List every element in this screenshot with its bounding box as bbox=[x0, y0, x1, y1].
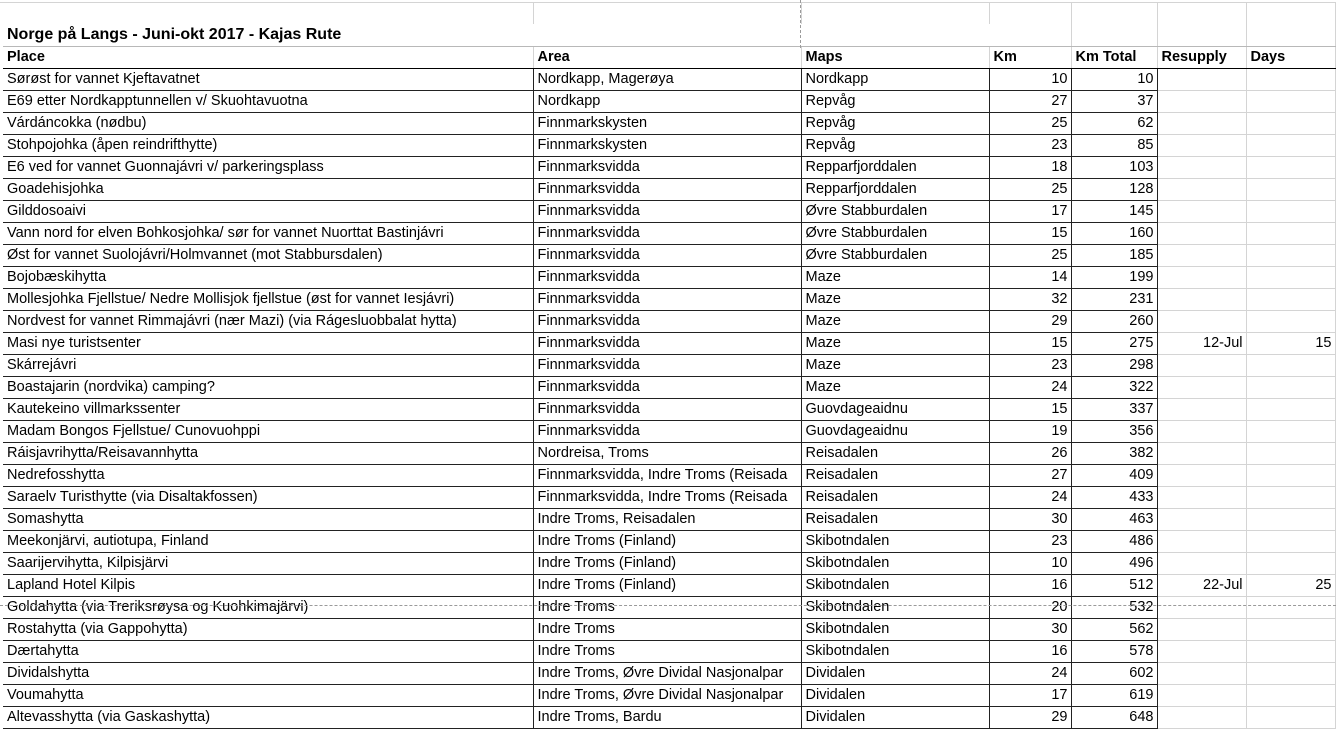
maps-cell[interactable]: Guovdageaidnu bbox=[801, 398, 989, 420]
days-cell[interactable] bbox=[1246, 552, 1335, 574]
days-cell[interactable] bbox=[1246, 178, 1335, 200]
days-cell[interactable] bbox=[1246, 464, 1335, 486]
days-cell[interactable] bbox=[1246, 244, 1335, 266]
cell[interactable] bbox=[3, 3, 533, 24]
days-cell[interactable] bbox=[1246, 310, 1335, 332]
days-cell[interactable] bbox=[1246, 398, 1335, 420]
area-cell[interactable]: Finnmarksvidda bbox=[533, 420, 801, 442]
area-cell[interactable]: Finnmarksvidda bbox=[533, 310, 801, 332]
header-area[interactable]: Area bbox=[533, 46, 801, 68]
resupply-cell[interactable] bbox=[1157, 508, 1246, 530]
area-cell[interactable]: Finnmarksvidda bbox=[533, 288, 801, 310]
maps-cell[interactable]: Repvåg bbox=[801, 90, 989, 112]
km-cell[interactable]: 32 bbox=[989, 288, 1071, 310]
area-cell[interactable]: Finnmarksvidda bbox=[533, 156, 801, 178]
days-cell[interactable] bbox=[1246, 90, 1335, 112]
place-cell[interactable]: Ráisjavrihytta/Reisavannhytta bbox=[3, 442, 533, 464]
maps-cell[interactable]: Maze bbox=[801, 332, 989, 354]
table-row bbox=[3, 90, 1335, 112]
place-cell[interactable]: Saraelv Turisthytte (via Disaltakfossen) bbox=[3, 486, 533, 508]
table-row bbox=[3, 552, 1335, 574]
resupply-cell[interactable] bbox=[1157, 68, 1246, 90]
km-total-cell[interactable]: 10 bbox=[1071, 68, 1157, 90]
resupply-cell[interactable] bbox=[1157, 706, 1246, 728]
maps-cell[interactable]: Repparfjorddalen bbox=[801, 156, 989, 178]
place-cell[interactable]: Madam Bongos Fjellstue/ Cunovuohppi bbox=[3, 420, 533, 442]
km-cell[interactable]: 10 bbox=[989, 68, 1071, 90]
km-total-cell[interactable]: 85 bbox=[1071, 134, 1157, 156]
km-total-cell[interactable]: 356 bbox=[1071, 420, 1157, 442]
days-cell[interactable] bbox=[1246, 354, 1335, 376]
resupply-cell[interactable] bbox=[1157, 90, 1246, 112]
resupply-cell[interactable] bbox=[1157, 156, 1246, 178]
place-cell[interactable]: Altevasshytta (via Gaskashytta) bbox=[3, 706, 533, 728]
area-cell[interactable]: Finnmarkskysten bbox=[533, 134, 801, 156]
header-resupply[interactable]: Resupply bbox=[1157, 46, 1246, 68]
area-cell[interactable]: Finnmarksvidda bbox=[533, 266, 801, 288]
km-total-cell[interactable]: 275 bbox=[1071, 332, 1157, 354]
place-cell[interactable]: Nordvest for vannet Rimmajávri (nær Mazi) (via Rágesluobbalat hytta) bbox=[3, 310, 533, 332]
maps-cell[interactable]: Skibotndalen bbox=[801, 552, 989, 574]
maps-cell[interactable]: Repparfjorddalen bbox=[801, 178, 989, 200]
page-break-horizontal bbox=[0, 605, 1336, 606]
days-cell[interactable] bbox=[1246, 662, 1335, 684]
resupply-cell[interactable] bbox=[1157, 486, 1246, 508]
km-total-cell[interactable]: 145 bbox=[1071, 200, 1157, 222]
place-cell[interactable]: Masi nye turistsenter bbox=[3, 332, 533, 354]
km-cell[interactable]: 10 bbox=[989, 552, 1071, 574]
resupply-cell[interactable] bbox=[1157, 354, 1246, 376]
resupply-cell[interactable] bbox=[1157, 376, 1246, 398]
area-cell[interactable]: Finnmarksvidda bbox=[533, 398, 801, 420]
table-row bbox=[3, 112, 1335, 134]
maps-cell[interactable]: Øvre Stabburdalen bbox=[801, 200, 989, 222]
resupply-cell[interactable] bbox=[1157, 640, 1246, 662]
km-total-cell[interactable]: 37 bbox=[1071, 90, 1157, 112]
area-cell[interactable]: Indre Troms bbox=[533, 618, 801, 640]
place-cell[interactable]: Voumahytta bbox=[3, 684, 533, 706]
resupply-cell[interactable] bbox=[1157, 618, 1246, 640]
area-cell[interactable]: Finnmarksvidda bbox=[533, 222, 801, 244]
table-row bbox=[3, 486, 1335, 508]
maps-cell[interactable]: Reisadalen bbox=[801, 464, 989, 486]
km-total-cell[interactable]: 260 bbox=[1071, 310, 1157, 332]
table-row bbox=[3, 574, 1335, 596]
maps-cell[interactable]: Reisadalen bbox=[801, 486, 989, 508]
cell[interactable] bbox=[1246, 24, 1335, 46]
km-total-cell[interactable]: 160 bbox=[1071, 222, 1157, 244]
maps-cell[interactable]: Øvre Stabburdalen bbox=[801, 222, 989, 244]
place-cell[interactable]: Stohpojohka (åpen reindrifthytte) bbox=[3, 134, 533, 156]
cell[interactable] bbox=[1246, 3, 1335, 24]
km-cell[interactable]: 15 bbox=[989, 332, 1071, 354]
area-cell[interactable]: Nordkapp bbox=[533, 90, 801, 112]
cell[interactable] bbox=[1157, 3, 1246, 24]
maps-cell[interactable]: Repvåg bbox=[801, 134, 989, 156]
area-cell[interactable]: Indre Troms bbox=[533, 640, 801, 662]
km-total-cell[interactable]: 602 bbox=[1071, 662, 1157, 684]
table-row bbox=[3, 508, 1335, 530]
maps-cell[interactable]: Dividalen bbox=[801, 662, 989, 684]
km-cell[interactable]: 25 bbox=[989, 244, 1071, 266]
days-cell[interactable] bbox=[1246, 442, 1335, 464]
title-row bbox=[3, 24, 1335, 46]
table-row bbox=[3, 442, 1335, 464]
cell[interactable] bbox=[989, 3, 1071, 24]
area-cell[interactable]: Finnmarksvidda bbox=[533, 244, 801, 266]
days-cell[interactable] bbox=[1246, 618, 1335, 640]
km-cell[interactable]: 30 bbox=[989, 618, 1071, 640]
area-cell[interactable]: Nordreisa, Troms bbox=[533, 442, 801, 464]
place-cell[interactable]: Dividalshytta bbox=[3, 662, 533, 684]
days-cell[interactable] bbox=[1246, 530, 1335, 552]
km-total-cell[interactable]: 648 bbox=[1071, 706, 1157, 728]
km-total-cell[interactable]: 298 bbox=[1071, 354, 1157, 376]
km-total-cell[interactable]: 463 bbox=[1071, 508, 1157, 530]
place-cell[interactable]: Kautekeino villmarkssenter bbox=[3, 398, 533, 420]
area-cell[interactable]: Finnmarksvidda bbox=[533, 332, 801, 354]
resupply-cell[interactable] bbox=[1157, 244, 1246, 266]
area-cell[interactable]: Indre Troms (Finland) bbox=[533, 552, 801, 574]
maps-cell[interactable]: Dividalen bbox=[801, 706, 989, 728]
area-cell[interactable]: Indre Troms, Øvre Dividal Nasjonalpar bbox=[533, 662, 801, 684]
table-row bbox=[3, 332, 1335, 354]
km-total-cell[interactable]: 322 bbox=[1071, 376, 1157, 398]
km-total-cell[interactable]: 496 bbox=[1071, 552, 1157, 574]
area-cell[interactable]: Finnmarksvidda bbox=[533, 354, 801, 376]
table-row bbox=[3, 310, 1335, 332]
km-total-cell[interactable]: 199 bbox=[1071, 266, 1157, 288]
km-cell[interactable]: 25 bbox=[989, 178, 1071, 200]
resupply-cell[interactable] bbox=[1157, 310, 1246, 332]
km-total-cell[interactable]: 103 bbox=[1071, 156, 1157, 178]
table-row bbox=[3, 222, 1335, 244]
km-cell[interactable]: 25 bbox=[989, 112, 1071, 134]
place-cell[interactable]: Boastajarin (nordvika) camping? bbox=[3, 376, 533, 398]
maps-cell[interactable]: Skibotndalen bbox=[801, 640, 989, 662]
days-cell[interactable] bbox=[1246, 640, 1335, 662]
km-cell[interactable]: 16 bbox=[989, 640, 1071, 662]
resupply-cell[interactable] bbox=[1157, 596, 1246, 618]
km-cell[interactable]: 29 bbox=[989, 706, 1071, 728]
resupply-cell[interactable] bbox=[1157, 134, 1246, 156]
days-cell[interactable] bbox=[1246, 156, 1335, 178]
table-row bbox=[3, 420, 1335, 442]
area-cell[interactable]: Indre Troms (Finland) bbox=[533, 530, 801, 552]
area-cell[interactable]: Indre Troms bbox=[533, 596, 801, 618]
table-row bbox=[3, 662, 1335, 684]
place-cell[interactable]: E69 etter Nordkapptunnellen v/ Skuohtavuotna bbox=[3, 90, 533, 112]
days-cell[interactable] bbox=[1246, 68, 1335, 90]
maps-cell[interactable]: Maze bbox=[801, 288, 989, 310]
table-row bbox=[3, 200, 1335, 222]
table-row bbox=[3, 376, 1335, 398]
area-cell[interactable]: Finnmarkskysten bbox=[533, 112, 801, 134]
km-cell[interactable]: 16 bbox=[989, 574, 1071, 596]
resupply-cell[interactable] bbox=[1157, 420, 1246, 442]
area-cell[interactable]: Finnmarksvidda, Indre Troms (Reisada bbox=[533, 464, 801, 486]
place-cell[interactable]: Skárrejávri bbox=[3, 354, 533, 376]
header-km-total[interactable]: Km Total bbox=[1071, 46, 1157, 68]
maps-cell[interactable]: Maze bbox=[801, 354, 989, 376]
cell[interactable] bbox=[1071, 3, 1157, 24]
resupply-cell[interactable] bbox=[1157, 442, 1246, 464]
cell[interactable] bbox=[1071, 24, 1157, 46]
place-cell[interactable]: Goldahytta (via Treriksrøysa og Kuohkimajärvi) bbox=[3, 596, 533, 618]
place-cell[interactable]: Gilddosoaivi bbox=[3, 200, 533, 222]
maps-cell[interactable]: Reisadalen bbox=[801, 442, 989, 464]
km-cell[interactable]: 20 bbox=[989, 596, 1071, 618]
area-cell[interactable]: Nordkapp, Magerøya bbox=[533, 68, 801, 90]
table-row bbox=[3, 530, 1335, 552]
place-cell[interactable]: Meekonjärvi, autiotupa, Finland bbox=[3, 530, 533, 552]
resupply-cell[interactable] bbox=[1157, 288, 1246, 310]
empty-row bbox=[3, 3, 1335, 24]
place-cell[interactable]: Rostahytta (via Gappohytta) bbox=[3, 618, 533, 640]
km-cell[interactable]: 24 bbox=[989, 486, 1071, 508]
place-cell[interactable]: E6 ved for vannet Guonnajávri v/ parkeringsplass bbox=[3, 156, 533, 178]
days-cell[interactable] bbox=[1246, 596, 1335, 618]
table-row bbox=[3, 68, 1335, 90]
days-cell[interactable] bbox=[1246, 222, 1335, 244]
km-cell[interactable]: 14 bbox=[989, 266, 1071, 288]
resupply-cell[interactable] bbox=[1157, 684, 1246, 706]
maps-cell[interactable]: Skibotndalen bbox=[801, 618, 989, 640]
place-cell[interactable]: Somashytta bbox=[3, 508, 533, 530]
table-row bbox=[3, 398, 1335, 420]
table-row bbox=[3, 464, 1335, 486]
km-total-cell[interactable]: 382 bbox=[1071, 442, 1157, 464]
place-cell[interactable]: Øst for vannet Suolojávri/Holmvannet (mot Stabbursdalen) bbox=[3, 244, 533, 266]
days-cell[interactable] bbox=[1246, 508, 1335, 530]
route-table bbox=[3, 3, 1336, 729]
km-total-cell[interactable]: 337 bbox=[1071, 398, 1157, 420]
km-total-cell[interactable]: 562 bbox=[1071, 618, 1157, 640]
table-row bbox=[3, 266, 1335, 288]
km-total-cell[interactable]: 62 bbox=[1071, 112, 1157, 134]
sheet-title[interactable]: Norge på Langs - Juni-okt 2017 - Kajas Rute bbox=[3, 24, 1071, 46]
days-cell[interactable] bbox=[1246, 112, 1335, 134]
km-total-cell[interactable]: 486 bbox=[1071, 530, 1157, 552]
cell[interactable] bbox=[1157, 24, 1246, 46]
table-row bbox=[3, 178, 1335, 200]
table-row bbox=[3, 618, 1335, 640]
km-total-cell[interactable]: 532 bbox=[1071, 596, 1157, 618]
days-cell[interactable] bbox=[1246, 288, 1335, 310]
area-cell[interactable]: Finnmarksvidda bbox=[533, 376, 801, 398]
maps-cell[interactable]: Dividalen bbox=[801, 684, 989, 706]
km-total-cell[interactable]: 185 bbox=[1071, 244, 1157, 266]
km-cell[interactable]: 23 bbox=[989, 530, 1071, 552]
km-total-cell[interactable]: 578 bbox=[1071, 640, 1157, 662]
maps-cell[interactable]: Guovdageaidnu bbox=[801, 420, 989, 442]
resupply-cell[interactable] bbox=[1157, 398, 1246, 420]
resupply-cell[interactable] bbox=[1157, 266, 1246, 288]
km-cell[interactable]: 29 bbox=[989, 310, 1071, 332]
km-cell[interactable]: 17 bbox=[989, 200, 1071, 222]
km-total-cell[interactable]: 619 bbox=[1071, 684, 1157, 706]
area-cell[interactable]: Indre Troms, Bardu bbox=[533, 706, 801, 728]
table-row bbox=[3, 706, 1335, 728]
maps-cell[interactable]: Repvåg bbox=[801, 112, 989, 134]
table-row bbox=[3, 288, 1335, 310]
table-row bbox=[3, 354, 1335, 376]
cell[interactable] bbox=[801, 3, 989, 24]
page-break-vertical bbox=[800, 0, 801, 48]
days-cell[interactable] bbox=[1246, 684, 1335, 706]
days-cell[interactable] bbox=[1246, 266, 1335, 288]
area-cell[interactable]: Finnmarksvidda bbox=[533, 200, 801, 222]
km-total-cell[interactable]: 409 bbox=[1071, 464, 1157, 486]
resupply-cell[interactable] bbox=[1157, 464, 1246, 486]
resupply-cell[interactable] bbox=[1157, 200, 1246, 222]
resupply-cell[interactable]: 12-Jul bbox=[1157, 332, 1246, 354]
km-cell[interactable]: 23 bbox=[989, 354, 1071, 376]
resupply-cell[interactable] bbox=[1157, 530, 1246, 552]
place-cell[interactable]: Lapland Hotel Kilpis bbox=[3, 574, 533, 596]
maps-cell[interactable]: Skibotndalen bbox=[801, 574, 989, 596]
table-row bbox=[3, 640, 1335, 662]
resupply-cell[interactable] bbox=[1157, 662, 1246, 684]
days-cell[interactable] bbox=[1246, 376, 1335, 398]
header-place[interactable]: Place bbox=[3, 46, 533, 68]
maps-cell[interactable]: Maze bbox=[801, 310, 989, 332]
area-cell[interactable]: Indre Troms (Finland) bbox=[533, 574, 801, 596]
km-cell[interactable]: 27 bbox=[989, 90, 1071, 112]
km-total-cell[interactable]: 231 bbox=[1071, 288, 1157, 310]
km-total-cell[interactable]: 128 bbox=[1071, 178, 1157, 200]
place-cell[interactable]: Dærtahytta bbox=[3, 640, 533, 662]
table-row bbox=[3, 684, 1335, 706]
days-cell[interactable] bbox=[1246, 420, 1335, 442]
header-row bbox=[3, 46, 1335, 68]
place-cell[interactable]: Vann nord for elven Bohkosjohka/ sør for vannet Nuorttat Bastinjávri bbox=[3, 222, 533, 244]
resupply-cell[interactable] bbox=[1157, 112, 1246, 134]
days-cell[interactable] bbox=[1246, 706, 1335, 728]
maps-cell[interactable]: Maze bbox=[801, 266, 989, 288]
km-total-cell[interactable]: 512 bbox=[1071, 574, 1157, 596]
days-cell[interactable] bbox=[1246, 134, 1335, 156]
table-row bbox=[3, 134, 1335, 156]
place-cell[interactable]: Mollesjohka Fjellstue/ Nedre Mollisjok fjellstue (øst for vannet Iesjávri) bbox=[3, 288, 533, 310]
maps-cell[interactable]: Maze bbox=[801, 376, 989, 398]
area-cell[interactable]: Indre Troms, Reisadalen bbox=[533, 508, 801, 530]
km-cell[interactable]: 27 bbox=[989, 464, 1071, 486]
place-cell[interactable]: Nedrefosshytta bbox=[3, 464, 533, 486]
km-cell[interactable]: 18 bbox=[989, 156, 1071, 178]
maps-cell[interactable]: Skibotndalen bbox=[801, 596, 989, 618]
km-cell[interactable]: 26 bbox=[989, 442, 1071, 464]
days-cell[interactable] bbox=[1246, 200, 1335, 222]
table-row bbox=[3, 156, 1335, 178]
days-cell[interactable]: 15 bbox=[1246, 332, 1335, 354]
km-cell[interactable]: 19 bbox=[989, 420, 1071, 442]
days-cell[interactable]: 25 bbox=[1246, 574, 1335, 596]
km-cell[interactable]: 30 bbox=[989, 508, 1071, 530]
area-cell[interactable]: Finnmarksvidda bbox=[533, 178, 801, 200]
place-cell[interactable]: Goadehisjohka bbox=[3, 178, 533, 200]
days-cell[interactable] bbox=[1246, 486, 1335, 508]
cell[interactable] bbox=[533, 3, 801, 24]
table-row bbox=[3, 596, 1335, 618]
place-cell[interactable]: Sørøst for vannet Kjeftavatnet bbox=[3, 68, 533, 90]
area-cell[interactable]: Indre Troms, Øvre Dividal Nasjonalpar bbox=[533, 684, 801, 706]
place-cell[interactable]: Saarijervihytta, Kilpisjärvi bbox=[3, 552, 533, 574]
km-cell[interactable]: 15 bbox=[989, 222, 1071, 244]
header-days[interactable]: Days bbox=[1246, 46, 1335, 68]
resupply-cell[interactable] bbox=[1157, 222, 1246, 244]
place-cell[interactable]: Bojobæskihytta bbox=[3, 266, 533, 288]
km-cell[interactable]: 23 bbox=[989, 134, 1071, 156]
km-cell[interactable]: 24 bbox=[989, 376, 1071, 398]
km-cell[interactable]: 15 bbox=[989, 398, 1071, 420]
km-cell[interactable]: 17 bbox=[989, 684, 1071, 706]
place-cell[interactable]: Várdáncokka (nødbu) bbox=[3, 112, 533, 134]
km-total-cell[interactable]: 433 bbox=[1071, 486, 1157, 508]
km-cell[interactable]: 24 bbox=[989, 662, 1071, 684]
area-cell[interactable]: Finnmarksvidda, Indre Troms (Reisada bbox=[533, 486, 801, 508]
maps-cell[interactable]: Skibotndalen bbox=[801, 530, 989, 552]
maps-cell[interactable]: Nordkapp bbox=[801, 68, 989, 90]
maps-cell[interactable]: Reisadalen bbox=[801, 508, 989, 530]
resupply-cell[interactable] bbox=[1157, 552, 1246, 574]
header-km[interactable]: Km bbox=[989, 46, 1071, 68]
resupply-cell[interactable] bbox=[1157, 178, 1246, 200]
header-maps[interactable]: Maps bbox=[801, 46, 989, 68]
table-row bbox=[3, 244, 1335, 266]
resupply-cell[interactable]: 22-Jul bbox=[1157, 574, 1246, 596]
maps-cell[interactable]: Øvre Stabburdalen bbox=[801, 244, 989, 266]
